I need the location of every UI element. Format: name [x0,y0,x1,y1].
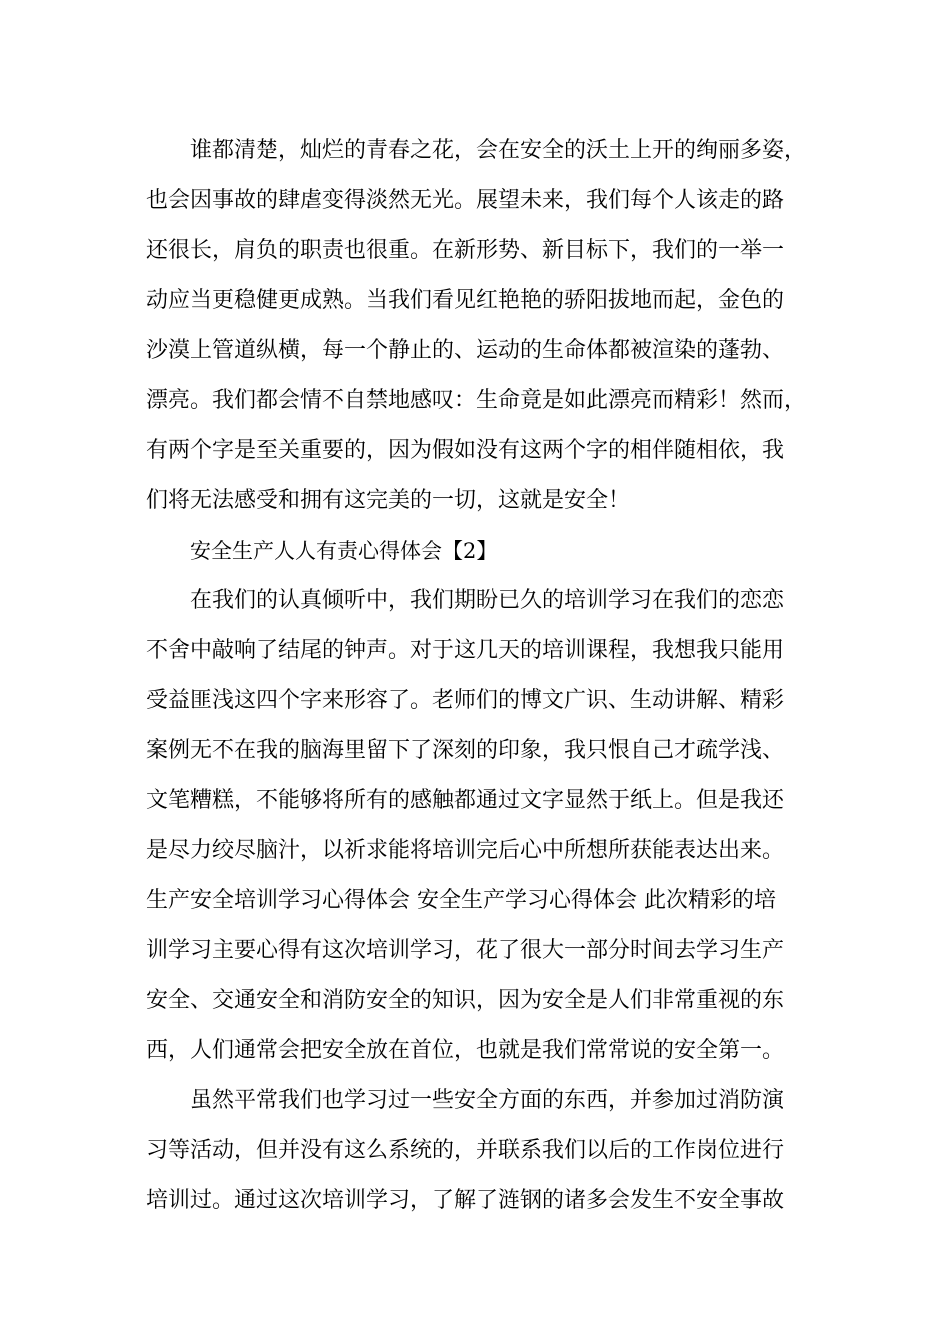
paragraph-1-line-1: 谁都清楚，灿烂的青春之花，会在安全的沃土上开的绚丽多姿， [190,138,807,163]
paragraph-2-line-8: 训学习主要心得有这次培训学习，花了很大一部分时间去学习生产 [146,938,785,963]
paragraph-1-line-4: 动应当更稳健更成熟。当我们看见红艳艳的骄阳拔地而起，金色的 [146,288,785,313]
paragraph-2-line-9: 安全、交通安全和消防安全的知识，因为安全是人们非常重视的东 [146,988,785,1013]
paragraph-2-line-3: 受益匪浅这四个字来形容了。老师们的博文广识、生动讲解、精彩 [146,688,785,713]
paragraph-1-line-3: 还很长，肩负的职责也很重。在新形势、新目标下，我们的一举一 [146,238,785,263]
paragraph-2-line-4: 案例无不在我的脑海里留下了深刻的印象，我只恨自己才疏学浅、 [146,738,785,763]
paragraph-3-line-3: 培训过。通过这次培训学习，了解了涟钢的诸多会发生不安全事故 [146,1188,785,1213]
paragraph-2-line-5: 文笔糟糕，不能够将所有的感触都通过文字显然于纸上。但是我还 [146,788,785,813]
paragraph-1-line-5: 沙漠上管道纵横，每一个静止的、运动的生命体都被渲染的蓬勃、 [146,338,785,363]
paragraph-1-line-6: 漂亮。我们都会情不自禁地感叹：生命竟是如此漂亮而精彩！然而， [146,388,807,413]
section-heading: 安全生产人人有责心得体会【2】 [190,539,498,563]
paragraph-2-line-1: 在我们的认真倾听中，我们期盼已久的培训学习在我们的恋恋 [190,588,785,613]
paragraph-2-line-6: 是尽力绞尽脑汁，以祈求能将培训完后心中所想所获能表达出来。 [146,838,785,863]
paragraph-2-line-7: 生产安全培训学习心得体会 安全生产学习心得体会 此次精彩的培 [146,888,776,913]
paragraph-1-line-2: 也会因事故的肆虐变得淡然无光。展望未来，我们每个人该走的路 [146,188,785,213]
paragraph-3-line-2: 习等活动，但并没有这么系统的，并联系我们以后的工作岗位进行 [146,1138,785,1163]
paragraph-2-line-10: 西，人们通常会把安全放在首位，也就是我们常常说的安全第一。 [146,1038,785,1063]
paragraph-1-line-8: 们将无法感受和拥有这完美的一切，这就是安全！ [146,488,631,513]
paragraph-2-line-2: 不舍中敲响了结尾的钟声。对于这几天的培训课程，我想我只能用 [146,638,785,663]
paragraph-1-line-7: 有两个字是至关重要的，因为假如没有这两个字的相伴随相依，我 [146,438,785,463]
paragraph-3-line-1: 虽然平常我们也学习过一些安全方面的东西，并参加过消防演 [190,1088,785,1113]
